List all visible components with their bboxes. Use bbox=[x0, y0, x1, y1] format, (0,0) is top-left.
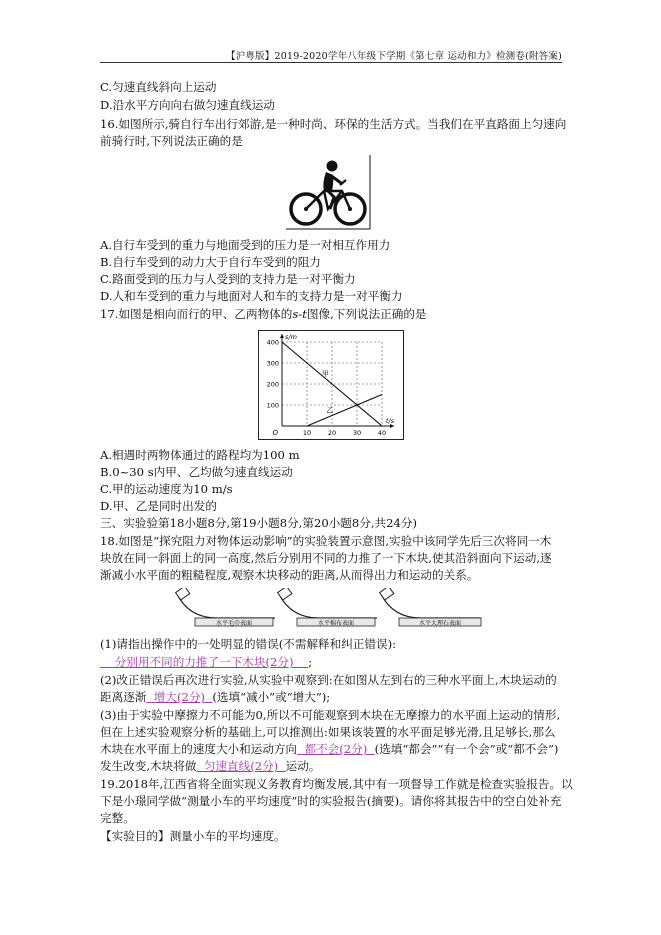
q17-stem-pre: 17.如图是相向而行的甲、乙两物体的 bbox=[100, 307, 293, 321]
page-header: 【沪粤版】2019-2020学年八年级下学期《第七章 运动和力》检测卷(附答案) bbox=[226, 51, 562, 62]
y-tick-label: 400 bbox=[266, 338, 279, 347]
x-tick-label: 30 bbox=[352, 429, 362, 437]
q15-option-d: D.沿水平方向向右做匀速直线运动 bbox=[100, 98, 275, 112]
y-axis-arrow bbox=[280, 334, 284, 338]
x-tick-label: 10 bbox=[302, 429, 312, 437]
y-tick-label: 200 bbox=[266, 380, 279, 389]
q17-stem-post: 图像,下列说法正确的是 bbox=[306, 307, 427, 321]
q18-part2-answer-line: 距离逐渐 增大(2分) (选填“减小”或“增大”); bbox=[100, 690, 331, 704]
q19-stem-line-2: 下是小璟同学做“测量小车的平均速度”时的实验报告(摘要)。请你将其报告中的空白处补充 bbox=[100, 794, 562, 808]
q18-part2-text: (2)改正错误后再次进行实验,从实验中观察到:在如图从左到右的三种水平面上,木块运动的 bbox=[100, 673, 557, 687]
q18-stem-line-1: 18.如图是“探究阻力对物体运动影响”的实验装置示意图,实验中该同学先后三次将同一木 bbox=[100, 534, 552, 548]
q17-option-d: D.甲、乙是同时出发的 bbox=[100, 499, 217, 513]
q18-part1-answer-line: 分别用不同的力推了一下木块(2分) ; bbox=[100, 655, 312, 670]
x-axis-label: t/s bbox=[385, 417, 394, 425]
origin-label: O bbox=[272, 429, 278, 437]
q16-option-b: B.自行车受到的动力大于自行车受到的阻力 bbox=[100, 255, 321, 269]
header-rule bbox=[100, 62, 562, 63]
q19-purpose-text: 测量小车的平均速度。 bbox=[169, 829, 286, 843]
st-chart bbox=[258, 330, 404, 440]
surface-label-marble: 水平大理石表面 bbox=[418, 620, 462, 627]
surface-label-towel: 水平毛巾表面 bbox=[215, 620, 253, 627]
q16-option-c: C.路面受到的压力与人受到的支持力是一对平衡力 bbox=[100, 272, 356, 286]
surface-label-cotton: 水平棉布表面 bbox=[317, 620, 355, 627]
q18-part3-answer-line-2: 发生改变,木块将做 匀速直线(2分) 运动。 bbox=[100, 759, 321, 773]
q15-option-c: C.匀速直线斜向上运动 bbox=[100, 80, 217, 94]
x-tick-label: 20 bbox=[327, 429, 337, 437]
series-label-jia: 甲 bbox=[322, 370, 329, 378]
q18-part3-answer-line-1: 木块在水平面上的速度大小和运动方向 都不会(2分) (选填“都会”“有一个会”或“都不会”) bbox=[100, 742, 559, 756]
y-axis-label: s/m bbox=[285, 333, 297, 341]
q16-option-a: A.自行车受到的重力与地面受到的压力是一对相互作用力 bbox=[100, 238, 391, 252]
series-label-yi: 乙 bbox=[326, 406, 334, 415]
q19-purpose bbox=[100, 829, 286, 844]
q18-part3-text-2: 但在上述实验观察分析的基础上,可以推测出:如果该装置的水平面足够光滑,且足够长,那么 bbox=[100, 725, 556, 739]
y-tick-label: 100 bbox=[266, 401, 279, 410]
q16-stem-line-2: 前骑行时,下列说法正确的是 bbox=[100, 134, 243, 148]
q16-option-d: D.人和车受到的重力与地面对人和车的支持力是一对平衡力 bbox=[100, 289, 403, 303]
q18-part3-text-1: (3)由于实验中摩擦力不可能为0,所以不可能观察到木块在无摩擦力的水平面上运动的情形, bbox=[100, 708, 561, 722]
q18-part1-text: (1)请指出操作中的一处明显的错误(不需解释和纠正错误): bbox=[100, 637, 397, 651]
q18-part1-answer: 分别用不同的力推了一下木块(2分) bbox=[114, 655, 294, 669]
q17-stem-var: s-t bbox=[292, 307, 307, 321]
q19-stem-line-3: 完整。 bbox=[100, 811, 135, 825]
q19-purpose-label: 【实验目的】 bbox=[100, 829, 170, 843]
y-tick-label: 300 bbox=[266, 359, 279, 368]
q18-part2-answer: 增大(2分) bbox=[153, 690, 205, 704]
q17-option-c: C.甲的运动速度为10 m/s bbox=[100, 482, 233, 496]
q17-option-b: B.0~30 s内甲、乙均做匀速直线运动 bbox=[100, 465, 293, 479]
q18-part3-answer-1: 都不会(2分) bbox=[304, 742, 368, 756]
x-tick-label: 40 bbox=[377, 429, 387, 437]
section-3-title: 三、实验验第18小题8分,第19小题8分,第20小题8分,共24分) bbox=[100, 516, 418, 530]
q16-stem-line-1: 16.如图所示,骑自行车出行郊游,是一种时尚、环保的生活方式。当我们在平直路面上匀速向 bbox=[100, 117, 567, 131]
series-line-yi bbox=[307, 395, 382, 427]
q18-stem-line-2: 块放在同一斜面上的同一高度,然后分别用不同的力推了一下木块,使其沿斜面向下运动,逐 bbox=[100, 551, 552, 565]
q17-option-a: A.相遇时两物体通过的路程均为100 m bbox=[100, 448, 300, 462]
q17-stem bbox=[100, 307, 427, 322]
cyclist-icon bbox=[286, 155, 382, 233]
incline-setup-figure bbox=[175, 588, 485, 630]
q18-stem-line-3: 渐减小水平面的粗糙程度,观察木块移动的距离,从而得出力和运动的关系。 bbox=[100, 568, 479, 582]
q18-part3-answer-2: 匀速直线(2分) bbox=[203, 759, 279, 773]
q19-stem-line-1: 19.2018年,江西省将全面实现义务教育均衡发展,其中有一项督导工作就是检查实验报告。以 bbox=[100, 777, 573, 791]
